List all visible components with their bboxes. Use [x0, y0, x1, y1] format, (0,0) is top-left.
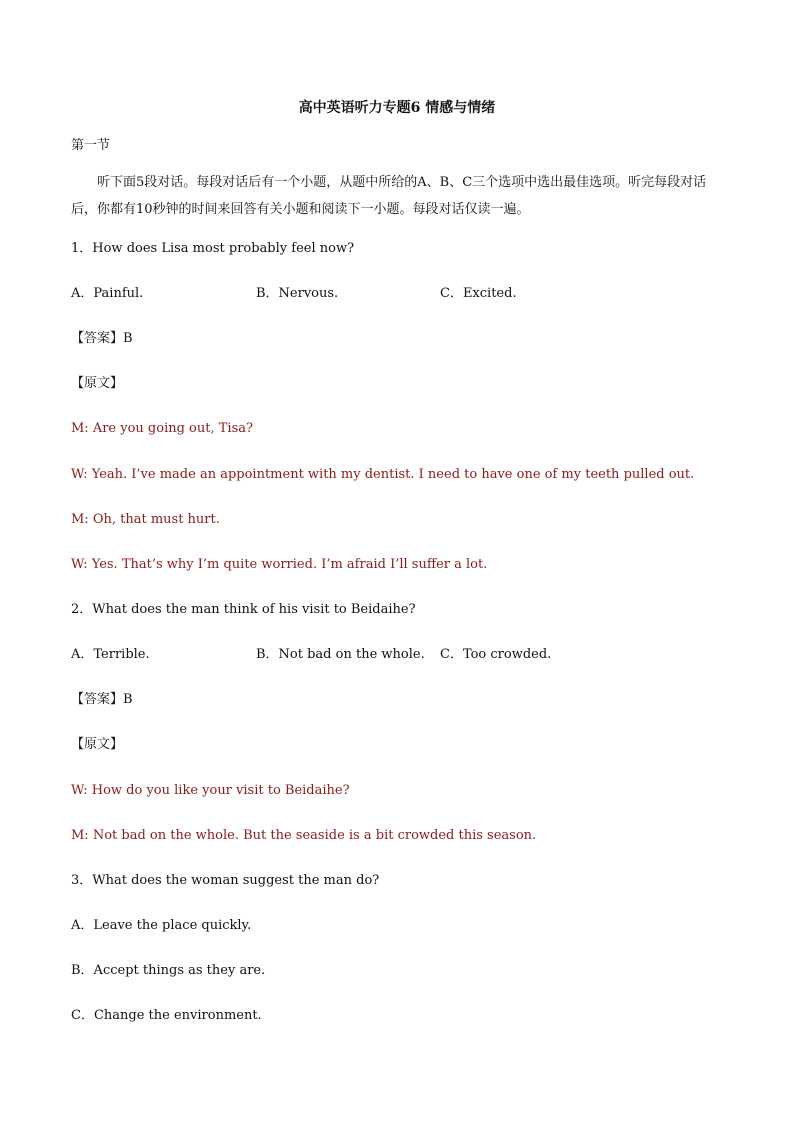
q1-transcript-line: W: Yes. That’s why I’m quite worried. I’m afraid I’ll suffer a lot. [71, 557, 488, 572]
q2-option-a: A．Terrible. [71, 647, 150, 662]
q3-option-a: A．Leave the place quickly. [71, 918, 252, 933]
question-2: 2．What does the man think of his visit to Beidaihe? [71, 602, 416, 617]
document-title: 高中英语听力专题6 情感与情绪 [298, 100, 496, 116]
q2-option-c: C．Too crowded. [440, 647, 552, 662]
q2-answer: 【答案】B [71, 692, 133, 707]
q1-option-a: A．Painful. [71, 286, 144, 301]
q1-transcript-line: M: Are you going out, Tisa? [71, 421, 253, 436]
q3-option-c: C．Change the environment. [71, 1008, 262, 1023]
q1-transcript-line: W: Yeah. I’ve made an appointment with my dentist. I need to have one of my teeth pulled out. [71, 467, 695, 482]
question-3: 3．What does the woman suggest the man do? [71, 873, 380, 888]
q2-transcript-line: M: Not bad on the whole. But the seaside is a bit crowded this season. [71, 828, 537, 843]
q1-transcript-label: 【原文】 [71, 376, 124, 391]
q1-option-c: C．Excited. [440, 286, 517, 301]
q2-option-b: B．Not bad on the whole. [256, 647, 425, 662]
q2-transcript-line: W: How do you like your visit to Beidaihe? [71, 783, 350, 798]
instructions-paragraph: 听下面5段对话。每段对话后有一个小题，从题中所给的A、B、C三个选项中选出最佳选项。听完每段对话后，你都有10秒钟的时间来回答有关小题和阅读下一小题。每段对话仅读一遍。 [71, 175, 707, 217]
q2-transcript-label: 【原文】 [71, 737, 124, 752]
q3-option-b: B．Accept things as they are. [71, 963, 266, 978]
q1-answer: 【答案】B [71, 331, 133, 346]
section-heading: 第一节 [71, 138, 111, 153]
q1-transcript-line: M: Oh, that must hurt. [71, 512, 220, 527]
q1-option-b: B．Nervous. [256, 286, 339, 301]
question-1: 1．How does Lisa most probably feel now? [71, 241, 355, 256]
